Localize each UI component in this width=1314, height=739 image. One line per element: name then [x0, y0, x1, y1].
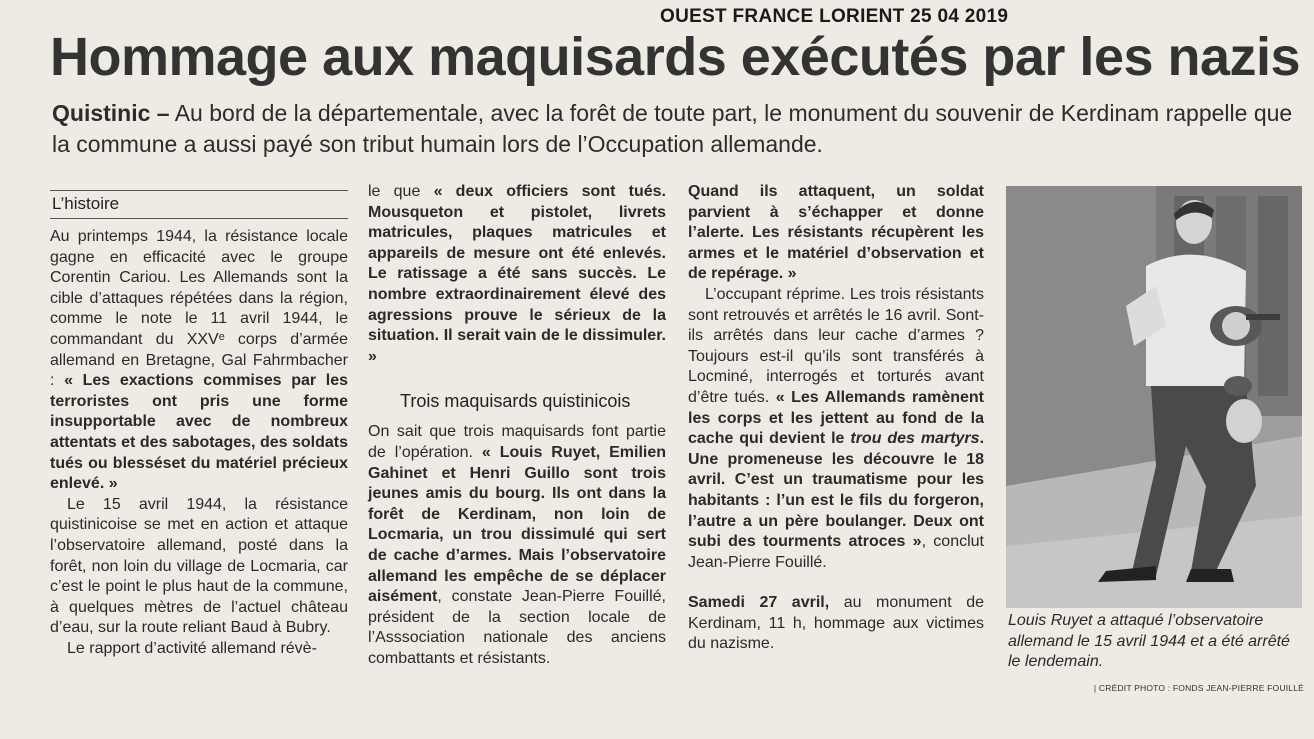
paragraph-text: le que: [368, 183, 434, 200]
section-kicker: L’histoire: [52, 194, 120, 213]
quote-bold: « deux officiers sont tués. Mousqueton et pistolet, livrets matricules, plaques matricules et appareils de mesure ont été enlevés. Le ratissage a été sans succès. Le nombre extraordinairement élevé des agressions prouve le sérieux de la situation. Il serait vain de le dissimuler. »: [368, 183, 666, 365]
archive-photo: [1006, 186, 1302, 608]
standfirst: [52, 98, 1297, 160]
article-column-2: [368, 182, 666, 669]
paragraph: Le rapport d’activité allemand révè-: [67, 639, 317, 657]
paragraph: [688, 285, 984, 573]
article-column-1: [50, 227, 348, 659]
standfirst-text: Au bord de la départementale, avec la forêt de toute part, le monument du souvenir de Kerdinam rappelle que la commune a aussi payé son tribut humain lors de l’Occupation allemande.: [52, 100, 1293, 157]
paragraph: [368, 182, 666, 367]
standfirst-place: Quistinic –: [52, 100, 170, 126]
subheading: Trois maquisards quistinicois: [400, 391, 631, 412]
quote-bold: Quand ils attaquent, un soldat parvient à s’échapper et donne l’alerte. Les résistants récupèrent les armes et le matériel d’observation et de repérage. »: [688, 183, 984, 283]
photo-illustration: [1006, 186, 1302, 608]
quote-bold: . Une promeneuse les découvre le 18 avril. C’est un traumatisme pour les habitants : l’un est le fils du forgeron, l’autre a un père boulanger. Deux ont subi des tourments atroces »: [688, 430, 985, 551]
paragraph-text: Au printemps 1944, la résistance locale gagne en efficacité avec le groupe Corentin Cariou. Les Allemands sont la cible d’attaques répétées dans la région, comme le note le 11 avril 1944, le commandant du XXVᵉ corps d’armée allemand en Bretagne, Gal Fahrmbacher :: [50, 228, 348, 390]
paragraph-text: L’occupant réprime. Les trois résistants sont retrouvés et arrêtés le 16 avril. Sont-ils arrêtés dans leur cache d’armes ? Toujours est-il qu’ils sont transférés à Locminé, interrogés et torturés avant d’être tués.: [688, 285, 984, 406]
kicker-bottom-rule: [50, 218, 348, 219]
photo-caption: Louis Ruyet a attaqué l’observatoire allemand le 15 avril 1944 et a été arrêté le lendemain.: [1008, 612, 1290, 671]
quote-bold-italic: trou des martyrs: [850, 430, 980, 448]
kicker-top-rule: [50, 190, 348, 191]
headline: Hommage aux maquisards exécutés par les nazis: [50, 27, 1301, 87]
paragraph-text: au monument de Kerdinam, 11 h, hommage aux victimes du nazisme.: [688, 594, 984, 653]
paragraph-text: , constate Jean-Pierre Fouillé, président de la section locale de l’Asssociation nationale des anciens combattants et résistants.: [368, 588, 666, 667]
paragraph-text: , conclut Jean-Pierre Fouillé.: [688, 533, 984, 571]
quote-bold: « Les Allemands ramènent les corps et les jettent au fond de la cache qui devient le: [688, 388, 984, 448]
event-paragraph: [688, 593, 984, 655]
paragraph: Le 15 avril 1944, la résistance quistinicoise se met en action et attaque l’observatoire allemand, posté dans la forêt, non loin du village de Locmaria, car c’est le point le plus haut de la commune, à quelques mètres de l’actuel château d’eau, sur la route reliant Baud à Bubry.: [50, 495, 348, 637]
source-line: OUEST FRANCE LORIENT 25 04 2019: [660, 6, 1009, 27]
event-date: Samedi 27 avril,: [688, 594, 830, 612]
paragraph: [50, 227, 348, 495]
paragraph: [368, 422, 666, 669]
quote-bold: « Les exactions commises par les terroristes ont pris une forme insupportable avec de nombreux attentats et des sabotages, des soldats tués ou blesséset du matériel précieux enlevé. »: [50, 372, 348, 493]
article-column-3: [688, 182, 984, 655]
quote-bold: « Louis Ruyet, Emilien Gahinet et Henri Guillo sont trois jeunes amis du bourg. Ils ont dans la forêt de Kerdinam, non loin de Locmaria, un trou dissimulé qui sert de cache d’armes. Mais l’observatoire allemand les empêche de se déplacer aisément: [368, 443, 667, 606]
paragraph-text: On sait que trois maquisards font partie de l’opération.: [368, 423, 666, 461]
photo-credit: | CRÉDIT PHOTO : FONDS JEAN-PIERRE FOUILLÉ: [1093, 683, 1304, 693]
